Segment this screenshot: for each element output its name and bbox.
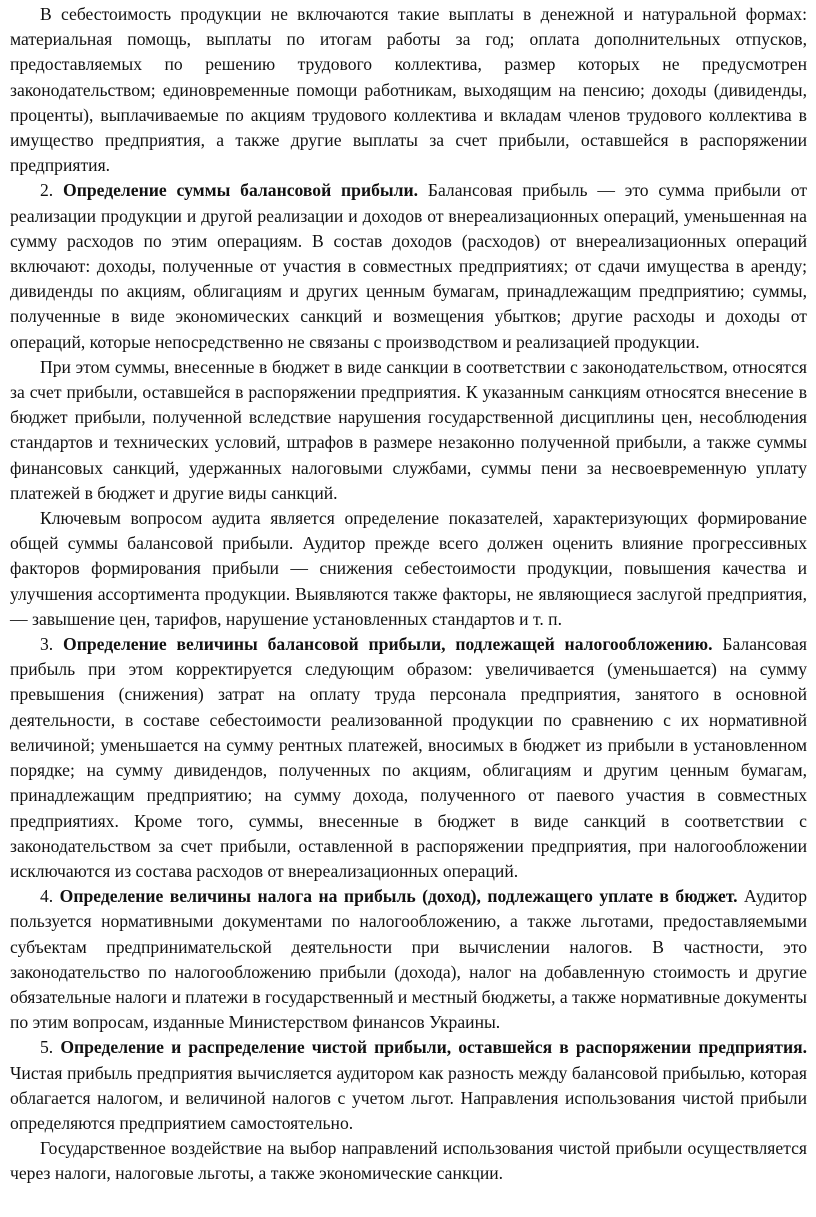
paragraph-text: Аудитор пользуется нормативными документами по налогообложению, а также льготами, предоставляемыми субъектам предпринимательской деятельности при вычислении налогов. В частности, это законодательство по налогообложению прибыли (дохода), налог на добавленную стоимость и другие обязательные налоги и платежи в государственный и местный бюджеты, а также нормативные документы по этим вопросам, изданные Министерством финансов Украины. — [10, 886, 807, 1033]
paragraph-text: При этом суммы, внесенные в бюджет в виде санкции в соответствии с законодательством, относятся за счет прибыли, оставшейся в распоряжении предприятия. К указанным санкциям относятся внесение в бюджет прибыли, полученной вследствие нарушения государственной дисциплины цен, несоблюдения стандартов и технических условий, штрафов в размере незаконно полученной прибыли, а также суммы финансовых санкций, удержанных налоговыми службами, суммы пени за несвоевременную уплату платежей в бюджет и другие виды санкций. — [10, 356, 807, 503]
paragraph-text: Чистая прибыль предприятия вычисляется аудитором как разность между балансовой прибылью, которая облагается налогом, и величиной налогов с учетом льгот. Направления использования чистой прибыли определяются предприятием самостоятельно. — [10, 1062, 807, 1133]
section-heading: Определение величины налога на прибыль (доход), подлежащего уплате в бюджет. — [59, 886, 738, 907]
paragraph-text: Балансовая прибыль — это сумма прибыли от реализации продукции и другой реализации и доходов от внереализационных операций, уменьшенная на сумму расходов по этим операциям. В состав доходов (расходов) от внереализационных операций включают: доходы, полученные от участия в совместных предприятиях; от сдачи имущества в аренду; дивиденды по акциям, облигациям и других ценным бумагам, принадлежащим предприятию; суммы, полученные в виде экономических санкций и возмещения убытков; другие расходы и доходы от операций, которые непосредственно не связаны с производством и реализацией продукции. — [10, 180, 808, 352]
paragraph-cost-exclusions — [10, 2, 807, 178]
paragraph-profit-tax — [10, 884, 807, 1035]
section-heading: Определение величины балансовой прибыли, подлежащей налогообложению. — [63, 634, 713, 655]
paragraph-text: Государственное воздействие на выбор направлений использования чистой прибыли осуществляется через налоги, налоговые льготы, а также экономические санкции. — [10, 1138, 807, 1184]
section-heading: Определение суммы балансовой прибыли. — [63, 180, 419, 201]
paragraph-balance-profit — [10, 178, 807, 354]
paragraph-taxable-profit — [10, 632, 807, 884]
paragraph-net-profit — [10, 1035, 807, 1136]
paragraph-text: В себестоимость продукции не включаются такие выплаты в денежной и натуральной формах: материальная помощь, выплаты по итогам работы за год; оплата дополнительных отпусков, предоставляемых по решению трудового коллектива, размер которых не предусмотрен законодательством; единовременные помощи работникам, выходящим на пенсию; доходы (дивиденды, проценты), выплачиваемые по акциям трудового коллектива и вкладам членов трудового коллектива в имущество предприятия, а также другие выплаты за счет прибыли, оставшейся в распоряжении предприятия. — [10, 4, 807, 176]
paragraph-text: Ключевым вопросом аудита является определение показателей, характеризующих формирование общей суммы балансовой прибыли. Аудитор прежде всего должен оценить влияние прогрессивных факторов формирования прибыли — снижения себестоимости продукции, повышения качества и улучшения ассортимента продукции. Выявляются также факторы, не являющиеся заслугой предприятия, — завышение цен, тарифов, нарушение установленных стандартов и т. п. — [10, 508, 807, 629]
section-number: 4. — [40, 886, 60, 907]
paragraph-audit-key-question — [10, 506, 807, 632]
paragraph-state-influence — [10, 1136, 807, 1186]
paragraph-text: Балансовая прибыль при этом корректируется следующим образом: увеличивается (уменьшается) на сумму превышения (снижения) затрат на оплату труда персонала предприятия, занятого в основной деятельности, в составе себестоимости реализованной продукции по сравнению с их нормативной величиной; уменьшается на сумму рентных платежей, вносимых в бюджет из прибыли в установленном порядке; на сумму дивидендов, полученных по акциям, облигациям и другим ценным бумагам, принадлежащим предприятию; на сумму дохода, полученного от паевого участия в совместных предприятиях. Кроме того, суммы, внесенные в бюджет в виде санкций в соответствии с законодательством за счет прибыли, оставленной в распоряжении предприятия, при налогообложении исключаются из состава расходов от внереализационных операций. — [10, 634, 807, 881]
section-number: 2. — [40, 180, 64, 201]
paragraph-sanctions — [10, 355, 807, 506]
section-number: 3. — [40, 634, 64, 655]
section-heading: Определение и распределение чистой прибыли, оставшейся в распоряжении предприятия. — [60, 1037, 807, 1058]
section-number: 5. — [40, 1037, 61, 1058]
